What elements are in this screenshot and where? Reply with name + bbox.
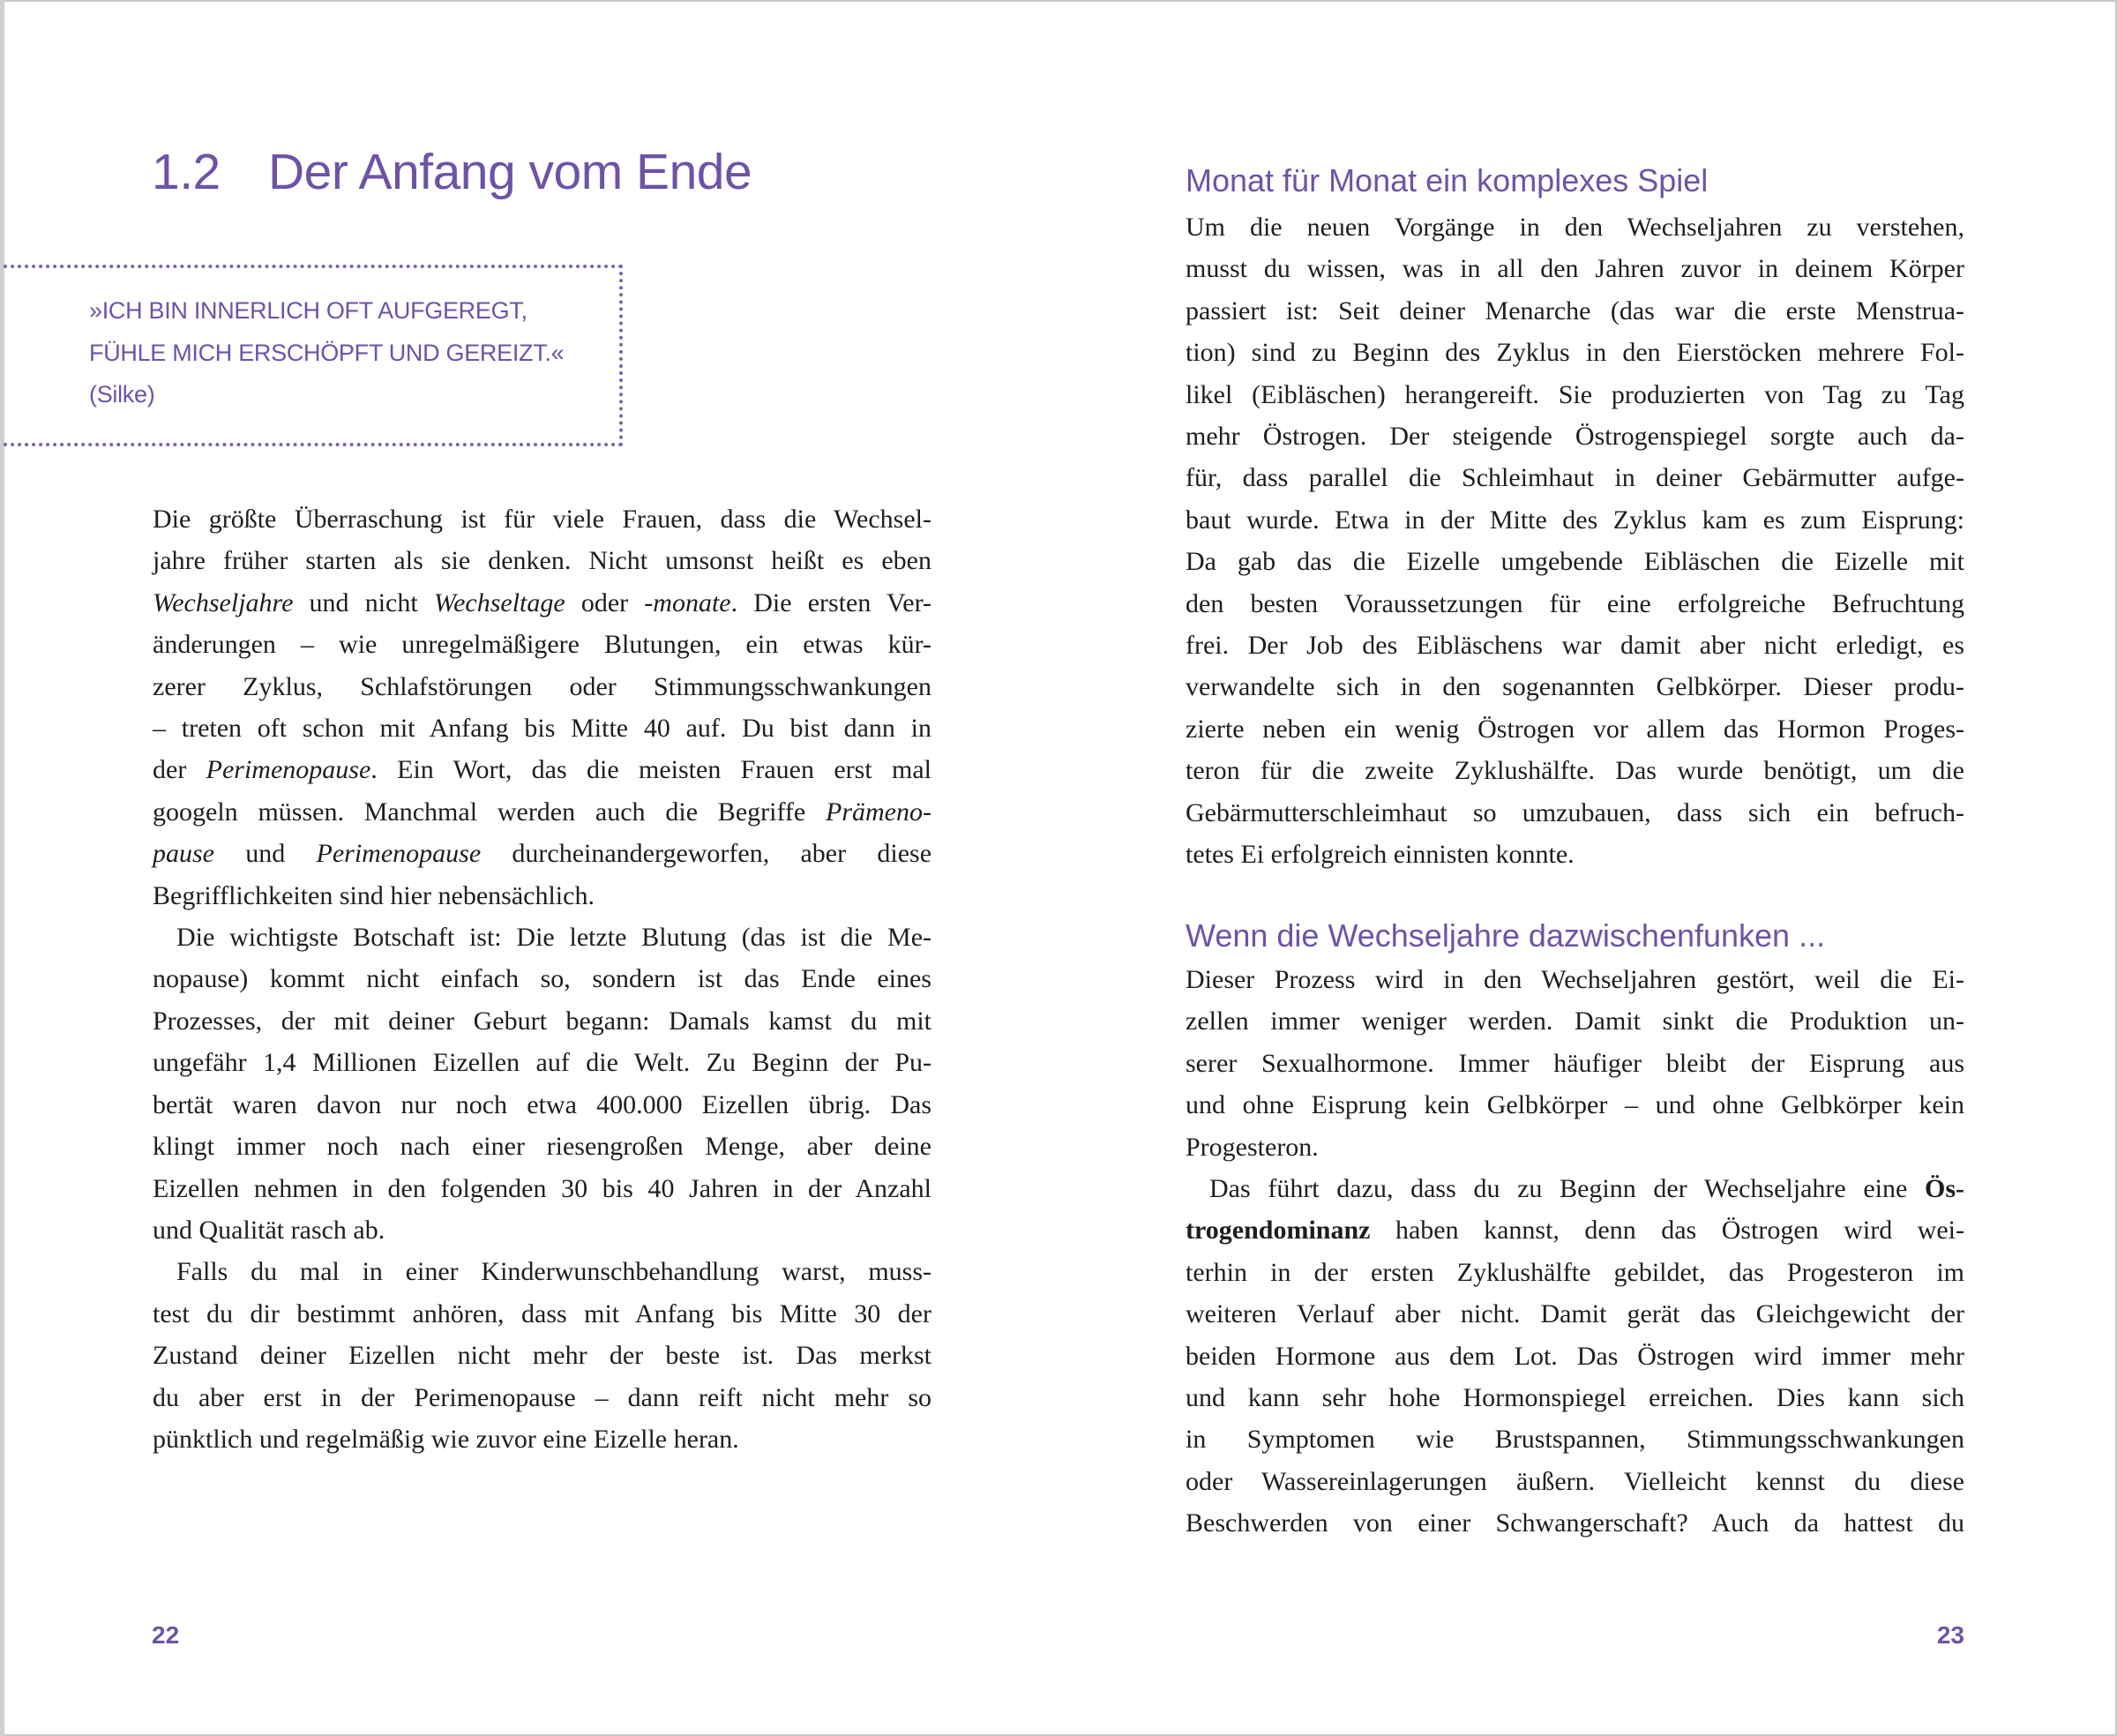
text-line: und ohne Eisprung kein Gelbkörper – und ohne Gelbkörper kein [1186, 1090, 1964, 1120]
text-line: test du dir bestimmt anhören, dass mit Anfang bis Mitte 30 der [153, 1298, 931, 1328]
text-line: Da gab das die Eizelle umgebende Eibläschen die Eizelle mit [1186, 547, 1964, 577]
text-line: Gebärmutterschleimhaut so umzubauen, dass sich ein befruch- [1186, 797, 1964, 827]
text-line: terhin in der ersten Zyklushälfte gebildet, das Progesteron im [1186, 1257, 1964, 1287]
text-segment: und [214, 839, 317, 869]
text-line: likel (Eibläschen) herangereift. Sie produzierten von Tag zu Tag [1186, 379, 1964, 409]
text-line: teron für die zweite Zyklushälfte. Das wurde benötigt, um die [1186, 756, 1964, 786]
text-segment: der [153, 755, 206, 785]
text-line: und Qualität rasch ab. [153, 1215, 385, 1245]
chapter-title-text: Der Anfang vom Ende [268, 144, 752, 200]
text-segment: und nicht [293, 587, 434, 617]
quote-line: »ICH BIN INNERLICH OFT AUFGEREGT, [89, 297, 527, 324]
text-line: Um die neuen Vorgänge in den Wechseljahren zu verstehen, [1186, 213, 1964, 242]
page-number-left: 22 [152, 1621, 180, 1649]
text-line: Progesteron. [1186, 1132, 1319, 1162]
quote-attribution: (Silke) [89, 381, 155, 408]
section-heading: Wenn die Wechseljahre dazwischenfunken ... [1186, 917, 1826, 954]
text-segment: haben kannst, denn das Östrogen wird wei- [1370, 1216, 1964, 1246]
text-line: Falls du mal in einer Kinderwunschbehandlung warst, muss- [176, 1257, 931, 1287]
text-line: passiert ist: Seit deiner Menarche (das war die erste Menstrua- [1186, 296, 1964, 326]
italic-text: pause [153, 839, 214, 869]
text-line: verwandelte sich in den sogenannten Gelbkörper. Dieser produ- [1186, 672, 1964, 702]
italic-text: -monate [644, 587, 731, 617]
text-segment: Das führt dazu, dass du zu Beginn der Wechseljahre eine [1209, 1174, 1925, 1204]
text-line: jahre früher starten als sie denken. Nicht umsonst heißt es eben [153, 546, 931, 576]
text-line: du aber erst in der Perimenopause – dann reift nicht mehr so [153, 1382, 931, 1412]
text-line: nopause) kommt nicht einfach so, sondern ist das Ende eines [153, 964, 931, 994]
text-line: tion) sind zu Beginn des Zyklus in den Eierstöcken mehrere Fol- [1186, 338, 1964, 368]
text-line: zerer Zyklus, Schlafstörungen oder Stimmungsschwankungen [153, 671, 931, 701]
right-body-text-1 [1186, 206, 1964, 876]
text-line: Zustand deiner Eizellen nicht mehr der beste ist. Das merkst [153, 1341, 931, 1371]
text-segment: oder [565, 587, 645, 617]
text-line: den besten Voraussetzungen für eine erfolgreiche Befruchtung [1186, 588, 1964, 618]
text-line: Prozesses, der mit deiner Geburt begann: Damals kamst du mit [153, 1006, 931, 1036]
text-line [1186, 1209, 1964, 1251]
text-line [1186, 1168, 1964, 1209]
pull-quote [89, 290, 564, 416]
text-line [153, 791, 931, 833]
text-line: tetes Ei erfolgreich einnisten konnte. [1186, 840, 1575, 870]
left-body-text [153, 498, 931, 1460]
text-line: für, dass parallel die Schleimhaut in deiner Gebärmutter aufge- [1186, 463, 1964, 493]
text-line: bertät waren davon nur noch etwa 400.000 Eizellen übrig. Das [153, 1089, 931, 1119]
chapter-title [152, 143, 752, 201]
text-line: serer Sexualhormone. Immer häufiger bleibt der Eisprung aus [1186, 1048, 1964, 1078]
bold-text: Ös- [1925, 1174, 1964, 1204]
text-line [153, 582, 931, 624]
italic-text: Perimenopause [206, 755, 371, 785]
text-line: weiteren Verlauf aber nicht. Damit gerät das Gleichgewicht der [1186, 1299, 1964, 1329]
italic-text: Wechseljahre [153, 587, 294, 617]
text-line: mehr Östrogen. Der steigende Östrogenspiegel sorgte auch da- [1186, 422, 1964, 452]
right-body-text-2 [1186, 959, 1964, 1545]
text-line: ungefähr 1,4 Millionen Eizellen auf die Welt. Zu Beginn der Pu- [153, 1048, 931, 1078]
chapter-number: 1.2 [152, 144, 221, 200]
text-segment: googeln müssen. Manchmal werden auch die Begriffe [153, 797, 827, 827]
text-line: musst du wissen, was in all den Jahren zuvor in deinem Körper [1186, 254, 1964, 284]
text-line: – treten oft schon mit Anfang bis Mitte 40 auf. Du bist dann in [153, 714, 931, 744]
text-line: Die größte Überraschung ist für viele Frauen, dass die Wechsel- [153, 505, 931, 534]
text-line: pünktlich und regelmäßig wie zuvor eine Eizelle heran. [153, 1424, 739, 1454]
bold-text: trogendominanz [1186, 1216, 1371, 1246]
text-line: in Symptomen wie Brustspannen, Stimmungsschwankungen [1186, 1425, 1964, 1455]
text-line: frei. Der Job des Eibläschens war damit aber nicht erledigt, es [1186, 631, 1964, 661]
italic-text: Perimenopause [316, 839, 482, 869]
text-line: klingt immer noch nach einer riesengroßen Menge, aber deine [153, 1132, 931, 1162]
text-line [153, 833, 931, 874]
italic-text: Wechseltage [433, 587, 565, 617]
text-line: und kann sehr hohe Hormonspiegel erreichen. Dies kann sich [1186, 1383, 1964, 1413]
binding-edge [0, 0, 4, 1736]
text-line: Begrifflichkeiten sind hier nebensächlich. [153, 880, 595, 910]
text-line [153, 749, 931, 790]
text-line: zellen immer weniger werden. Damit sinkt die Produktion un- [1186, 1006, 1964, 1036]
text-segment: . Ein Wort, das die meisten Frauen erst mal [370, 755, 931, 785]
text-line: zierte neben ein wenig Östrogen vor allem das Hormon Proges- [1186, 714, 1964, 744]
text-line: baut wurde. Etwa in der Mitte des Zyklus kam es zum Eisprung: [1186, 505, 1964, 535]
text-line: Dieser Prozess wird in den Wechseljahren gestört, weil die Ei- [1186, 965, 1964, 994]
text-line: Beschwerden von einer Schwangerschaft? Auch da hattest du [1186, 1508, 1964, 1538]
text-line: änderungen – wie unregelmäßigere Blutungen, ein etwas kür- [153, 630, 931, 660]
section-heading: Monat für Monat ein komplexes Spiel [1186, 162, 1709, 198]
text-line: oder Wassereinlagerungen äußern. Vielleicht kennst du diese [1186, 1466, 1964, 1496]
text-line: Eizellen nehmen in den folgenden 30 bis 40 Jahren in der Anzahl [153, 1173, 931, 1203]
text-segment: durcheinandergeworfen, aber diese [481, 839, 932, 869]
italic-text: Prämeno- [826, 797, 931, 827]
text-segment: . Die ersten Ver- [730, 587, 931, 617]
page-number-right: 23 [1936, 1621, 1964, 1649]
text-line: beiden Hormone aus dem Lot. Das Östrogen wird immer mehr [1186, 1341, 1964, 1371]
text-line: Die wichtigste Botschaft ist: Die letzte Blutung (das ist die Me- [176, 923, 931, 953]
quote-line: FÜHLE MICH ERSCHÖPFT UND GEREIZT.« [89, 339, 565, 366]
